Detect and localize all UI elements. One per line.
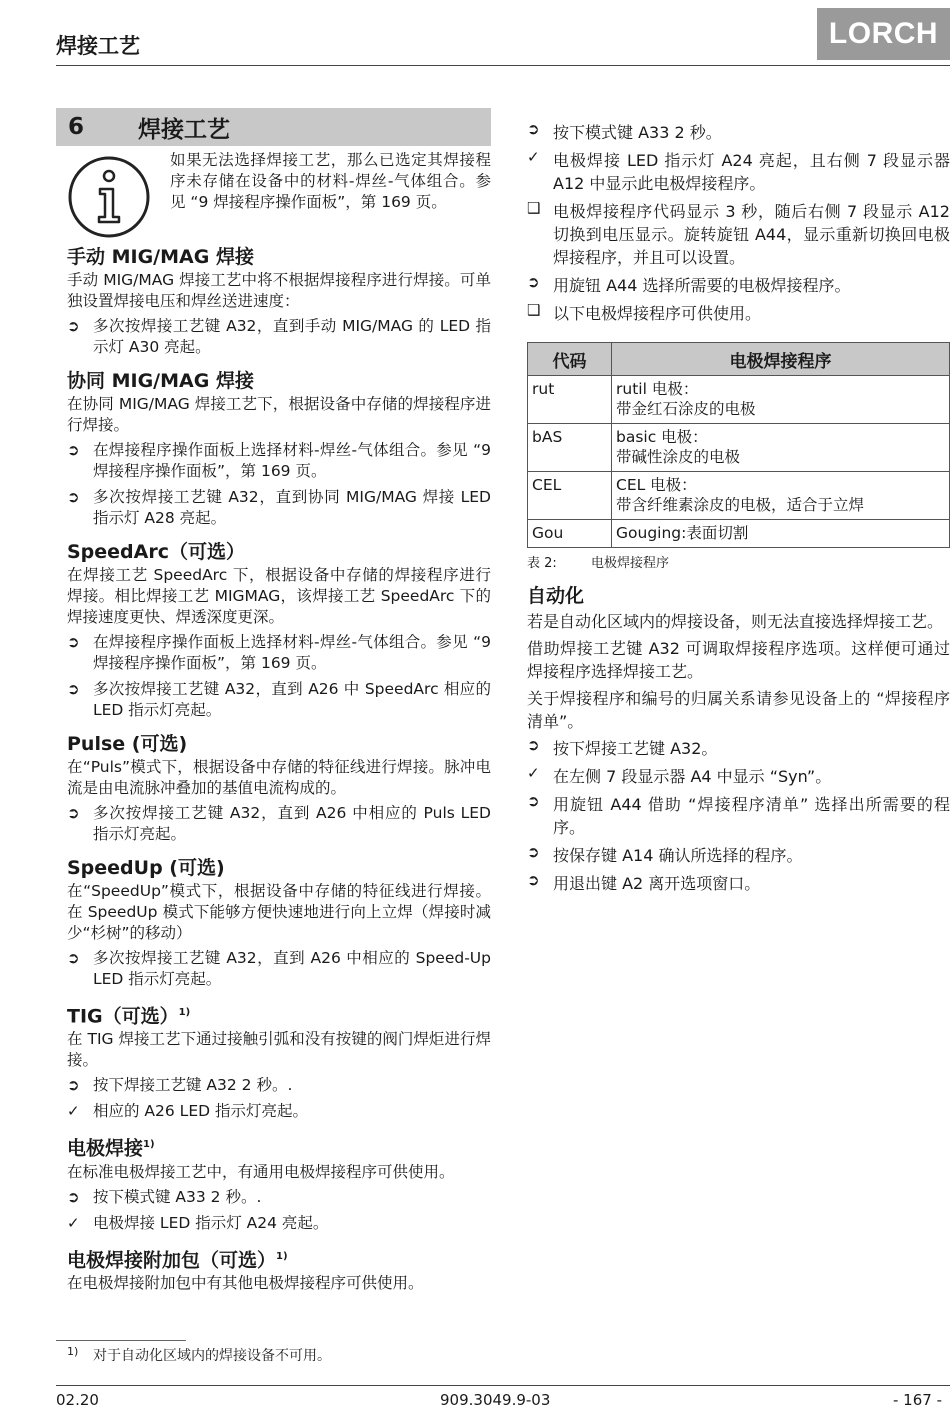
program-description: 带含纤维素涂皮的电极，适合于立焊 [616, 496, 865, 514]
section-heading [67, 368, 491, 394]
footer-divider [56, 1385, 950, 1386]
footer-date: 02.20 [56, 1391, 99, 1409]
bullet-marker: ➲ [67, 1187, 80, 1206]
list-item-text: 电极焊接 LED 指示灯 A24 亮起。 [93, 1213, 329, 1232]
list-item-text: 按保存键 A14 确认所选择的程序。 [553, 846, 803, 865]
list-item-text: 在焊接程序操作面板上选择材料-焊丝-气体组合。参见 “9 焊接程序操作面板”，第 169 页。 [93, 441, 491, 480]
list-item-text: 在左侧 7 段显示器 A4 中显示 “Syn”。 [553, 767, 832, 786]
section-paragraph: 在 TIG 焊接工艺下通过接触引弧和没有按键的阀门焊炬进行焊接。 [67, 1030, 491, 1070]
table-cell-program [612, 424, 950, 472]
bullet-marker: ❑ [527, 301, 541, 319]
table-cell-program [612, 520, 950, 548]
section-paragraph: 在“Puls”模式下，根据设备中存储的特征线进行焊接。脉冲电流是由电流脉冲叠加的基值电流构成的。 [67, 758, 491, 797]
list-item [67, 632, 491, 674]
table-cell-code: rut [528, 376, 612, 424]
info-icon [67, 155, 151, 239]
list-item [527, 736, 950, 759]
footnote-ref: 1) [178, 1007, 191, 1018]
chapter-heading [56, 108, 491, 146]
list-item [67, 1101, 491, 1122]
footnote-ref: 1) [143, 1139, 155, 1151]
list-item [527, 199, 950, 268]
section-paragraph: 在焊接工艺 SpeedArc 下，根据设备中存储的焊接程序进行焊接。相比焊接工艺 MIGMAG，该焊接工艺 SpeedArc 下的焊接速度更快、焊透深度更深。 [67, 566, 491, 626]
list-item-text: 按下焊接工艺键 A32 2 秒。. [93, 1076, 293, 1095]
table-cell-code: CEL [528, 472, 612, 520]
bullet-marker: ✓ [67, 1102, 80, 1121]
list-item [527, 843, 950, 866]
list-item-text: 电极焊接程序代码显示 3 秒，随后右侧 7 段显示 A12 切换到电压显示。旋转旋钮 A44，显示重新切换回电极焊接程序，并且可以设置。 [553, 202, 950, 267]
bullet-marker: ❑ [527, 199, 541, 217]
footnote-ref: 1) [276, 1250, 288, 1262]
section-heading [67, 1132, 491, 1161]
list-item-text: 按下模式键 A33 2 秒。. [93, 1187, 262, 1206]
table-header-program: 电极焊接程序 [612, 343, 950, 376]
section-paragraph: 在标准电极焊接工艺中，有通用电极焊接程序可供使用。 [67, 1162, 455, 1181]
automation-heading: 自动化 [527, 585, 585, 607]
list-item [67, 1187, 491, 1208]
table-cell-code: Gou [528, 520, 612, 548]
list-item-text: 按下焊接工艺键 A32。 [553, 739, 718, 758]
list-item-text: 多次按焊接工艺键 A32，直到 A26 中相应的 Puls LED 指示灯亮起。 [93, 804, 491, 843]
table-cell-program [612, 376, 950, 424]
footnote [67, 1345, 331, 1365]
bullet-marker: ✓ [67, 1213, 80, 1232]
footnote-mark: 1) [67, 1345, 79, 1358]
list-item-text: 用旋钮 A44 选择所需要的电极焊接程序。 [553, 276, 851, 295]
bullet-marker: ➲ [527, 871, 540, 889]
table-row [528, 472, 950, 520]
program-name: CEL 电极： [616, 476, 697, 494]
section-heading-text: Pulse (可选) [67, 733, 188, 755]
section-heading [67, 1000, 491, 1029]
table-row [528, 520, 950, 548]
section-heading [67, 1244, 491, 1273]
section-heading-text: TIG（可选） [67, 1005, 179, 1028]
bullet-marker: ✓ [527, 148, 540, 166]
table-row [528, 376, 950, 424]
table-caption [527, 552, 950, 571]
list-item [67, 316, 491, 358]
section-heading [67, 731, 491, 757]
bullet-marker: ✓ [527, 764, 540, 782]
table-cell-code: bAS [528, 424, 612, 472]
list-item [527, 792, 950, 838]
program-description: 带金红石涂皮的电极 [616, 400, 756, 418]
footer-doc-number: 909.3049.9-03 [440, 1391, 551, 1409]
program-name: basic 电极： [616, 428, 708, 446]
section-paragraph: 在“SpeedUp”模式下，根据设备中存储的特征线进行焊接。在 SpeedUp 模式下能够方便快速地进行向上立焊（焊接时减少“杉树”的移动） [67, 882, 491, 942]
right-column [527, 118, 950, 899]
program-name: Gouging:表面切割 [616, 524, 749, 542]
info-note-text: 如果无法选择焊接工艺，那么已选定其焊接程序未存储在设备中的材料-焊丝-气体组合。参见 “9 焊接程序操作面板”，第 169 页。 [170, 151, 491, 211]
list-item-text: 多次按焊接工艺键 A32，直到协同 MIG/MAG 焊接 LED 指示灯 A28 亮起。 [93, 488, 491, 527]
bullet-marker: ➲ [67, 441, 80, 459]
list-item [67, 487, 491, 529]
program-description: 带碱性涂皮的电极 [616, 448, 741, 466]
list-item-text: 在焊接程序操作面板上选择材料-焊丝-气体组合。参见 “9 焊接程序操作面板”，第 169 页。 [93, 633, 491, 672]
bullet-marker: ➲ [67, 633, 80, 651]
list-item [67, 1075, 491, 1096]
header-divider [56, 65, 950, 66]
bullet-marker: ➲ [527, 792, 540, 810]
bullet-marker: ➲ [67, 317, 80, 335]
bullet-marker: ➲ [67, 488, 80, 506]
list-item-text: 多次按焊接工艺键 A32，直到 A26 中 SpeedArc 相应的 LED 指示灯亮起。 [93, 680, 491, 719]
section-heading-text: SpeedUp (可选) [67, 857, 225, 879]
footnote-divider [56, 1340, 186, 1341]
table-caption-text: 电极焊接程序 [590, 556, 669, 571]
list-item-text: 多次按焊接工艺键 A32，直到 A26 中相应的 Speed-Up LED 指示灯亮起。 [93, 949, 491, 988]
section-heading [67, 855, 491, 881]
bullet-marker: ➲ [527, 736, 540, 754]
section-heading-text: 手动 MIG/MAG 焊接 [67, 246, 254, 268]
electrode-steps [527, 120, 950, 324]
section-heading-text: 电极焊接附加包（可选） [67, 1248, 277, 1271]
footnote-text: 对于自动化区域内的焊接设备不可用。 [93, 1348, 331, 1364]
list-item-text: 用旋钮 A44 借助 “焊接程序清单” 选择出所需要的程序。 [553, 795, 950, 837]
automation-paragraph: 关于焊接程序和编号的归属关系请参见设备上的 “焊接程序清单”。 [527, 689, 950, 731]
section-heading-text: SpeedArc（可选） [67, 541, 245, 563]
section-paragraph: 在电极焊接附加包中有其他电极焊接程序可供使用。 [67, 1273, 424, 1292]
list-item [527, 871, 950, 894]
list-item-text: 电极焊接 LED 指示灯 A24 亮起，且右侧 7 段显示器 A12 中显示此电极焊接程序。 [553, 151, 950, 193]
electrode-program-table [527, 342, 950, 548]
list-item-text: 多次按焊接工艺键 A32，直到手动 MIG/MAG 的 LED 指示灯 A30 亮起。 [93, 317, 491, 356]
bullet-marker: ➲ [67, 949, 80, 967]
list-item [527, 120, 950, 143]
automation-section [527, 609, 950, 894]
section-heading-text: 协同 MIG/MAG 焊接 [67, 370, 254, 392]
bullet-marker: ➲ [527, 843, 540, 861]
chapter-number: 6 [68, 114, 85, 140]
list-item [527, 148, 950, 194]
bullet-marker: ➲ [67, 680, 80, 698]
footer-page-number: - 167 - [893, 1391, 942, 1409]
info-note [67, 150, 491, 240]
list-item [67, 803, 491, 845]
header-title: 焊接工艺 [56, 34, 140, 58]
section-heading-text: 电极焊接 [67, 1137, 144, 1160]
list-item-text: 按下模式键 A33 2 秒。 [553, 123, 722, 142]
table-header-code: 代码 [528, 343, 612, 376]
list-item [527, 764, 950, 787]
table-caption-label: 表 2: [527, 556, 557, 571]
automation-paragraph: 借助焊接工艺键 A32 可调取焊接程序选项。这样便可通过焊接程序选择焊接工艺。 [527, 639, 950, 681]
bullet-marker: ➲ [527, 273, 540, 291]
section-paragraph: 在协同 MIG/MAG 焊接工艺下，根据设备中存储的焊接程序进行焊接。 [67, 395, 491, 434]
list-item [67, 440, 491, 482]
lorch-logo: LORCH [817, 8, 950, 60]
section-heading [67, 539, 491, 565]
table-row [528, 424, 950, 472]
bullet-marker: ➲ [67, 1076, 80, 1095]
list-item-text: 以下电极焊接程序可供使用。 [553, 304, 762, 323]
left-column [67, 244, 491, 1298]
section-paragraph: 手动 MIG/MAG 焊接工艺中将不根据焊接程序进行焊接。可单独设置焊接电压和焊丝送进速度： [67, 271, 491, 310]
table-cell-program [612, 472, 950, 520]
chapter-title: 焊接工艺 [138, 116, 230, 143]
list-item [527, 273, 950, 296]
list-item [67, 948, 491, 990]
list-item [527, 301, 950, 324]
list-item-text: 相应的 A26 LED 指示灯亮起。 [93, 1102, 308, 1121]
bullet-marker: ➲ [67, 804, 80, 822]
program-name: rutil 电极： [616, 380, 699, 398]
bullet-marker: ➲ [527, 120, 540, 138]
list-item [67, 679, 491, 721]
section-heading [67, 244, 491, 270]
list-item-text: 用退出键 A2 离开选项窗口。 [553, 874, 761, 893]
list-item [67, 1213, 491, 1234]
automation-paragraph: 若是自动化区域内的焊接设备，则无法直接选择焊接工艺。 [527, 612, 944, 631]
